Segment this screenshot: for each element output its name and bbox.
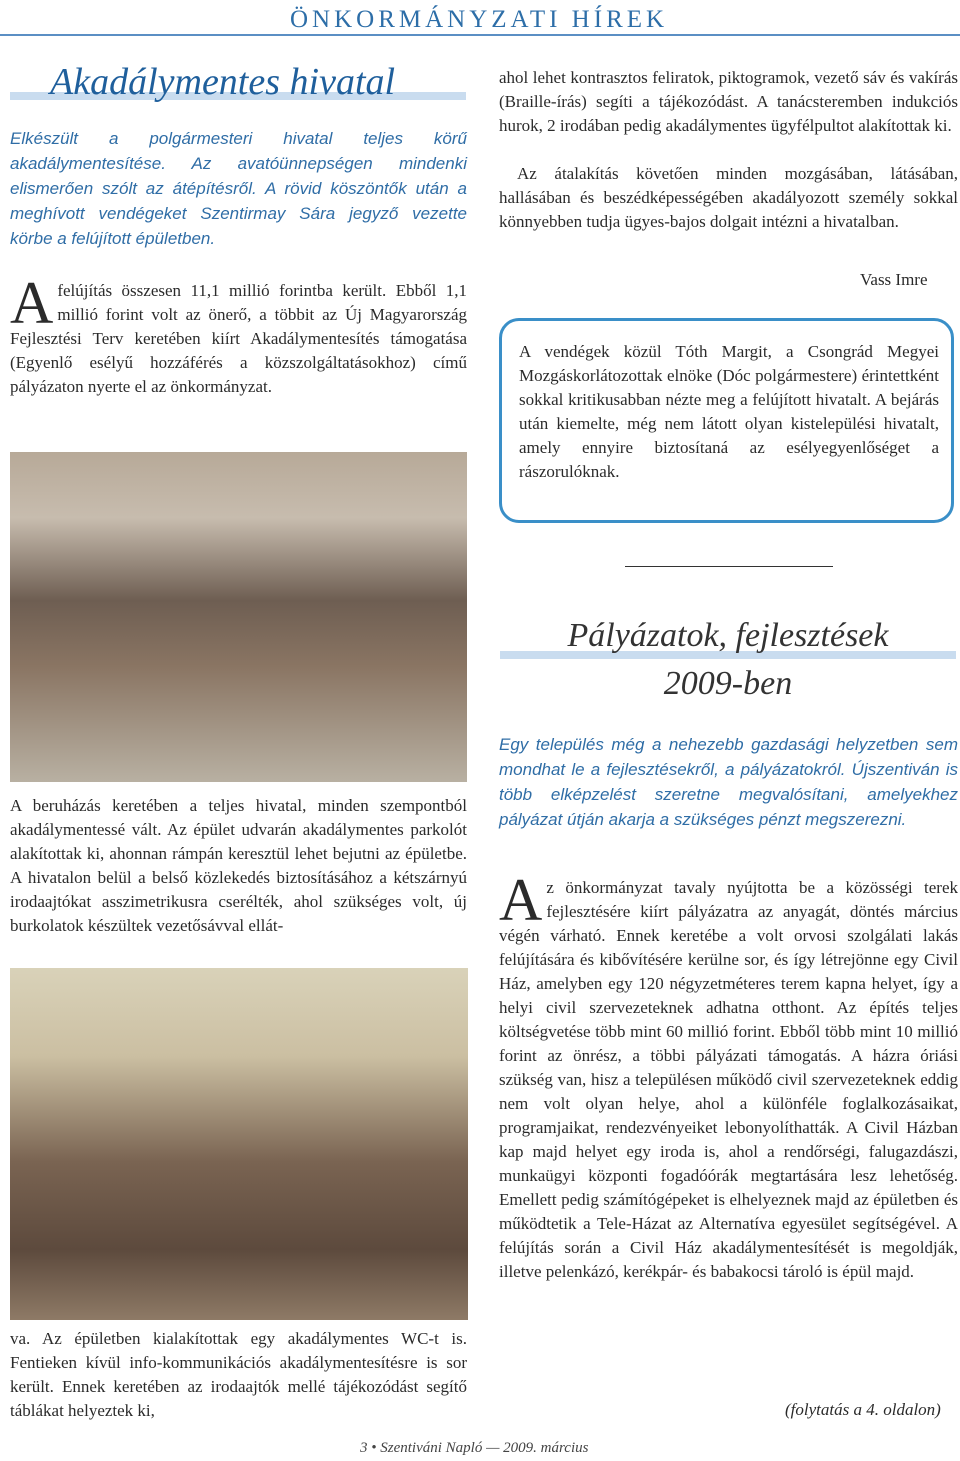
header-divider xyxy=(0,34,960,36)
section-header: ÖNKORMÁNYZATI HÍREK xyxy=(290,6,669,33)
event-photo-corridor xyxy=(10,968,468,1320)
section-separator xyxy=(625,566,833,567)
author-signature: Vass Imre xyxy=(860,270,928,289)
article-title xyxy=(500,612,956,708)
article-paragraph: va. Az épületben kialakítottak egy akadálymentes WC-t is. Fentieken kívül info-kommunikációs akadálymentesítésre is sor került. Ennek keretében az irodaajtók mellé tájékozódást segítő táblákat helyeztek ki, xyxy=(10,1329,467,1420)
highlight-box-text: A vendégek közül Tóth Margit, a Csongrád Megyei Mozgáskorlátozottak elnöke (Dóc polgármestere) érintettként sokkal kritikusabban nézte meg a felújított hivatalt. A bejárás után kiemelte, még nem látott olyan kistelepülési hivatalt, amely ennyire biztosítaná az esélyegyenlőséget a rászorulóknak. xyxy=(519,342,939,481)
title-line: Pályázatok, fejlesztések xyxy=(567,617,889,654)
drop-cap: A xyxy=(499,867,543,933)
paragraph-text: felújítás összesen 11,1 millió forintba került. Ebből 1,1 millió forint volt az önerő, a többit az Új Magyarország Fejlesztési Terv keretében kiírt Akadálymentesítés támogatása (Egyenlő esélyű hozzáférés a közszolgáltatásokhoz) című pályázaton nyerte el az önkormányzat. xyxy=(10,281,467,396)
article-paragraph: ahol lehet kontrasztos feliratok, piktogramok, vezető sáv és vakírás (Braille-írás) segíti a tájékozódást. A tanácsteremben indukciós hurok, 2 irodában pedig akadálymentes ügyfélpultot alakítottak ki. xyxy=(499,68,958,135)
page-footer: 3 • Szentiváni Napló — 2009. március xyxy=(360,1440,589,1456)
event-photo-ramp xyxy=(10,452,467,782)
continued-note: (folytatás a 4. oldalon) xyxy=(785,1400,941,1419)
article-paragraph: A beruházás keretében a teljes hivatal, minden szempontból akadálymentessé vált. Az épület udvarán akadálymentes parkolót alakítottak ki, ahonnan rámpán keresztül lehet bejutni az épületbe. A hivatalon belül a belső közlekedés biztosításához a kétszárnyú irodaajtókat asszimetrikusra cserélték, ahol szükséges volt, új burkolatok készültek vezetősávval ellát- xyxy=(10,796,467,935)
drop-cap: A xyxy=(10,270,54,336)
title-line: 2009-ben xyxy=(663,665,793,702)
article-title: Akadálymentes hivatal xyxy=(50,61,396,103)
article-paragraph: Az átalakítás követően minden mozgásában, látásában, hallásában és beszédképességében akadályozott személy sokkal könnyebben tudja ügyes-bajos dolgait intézni a hivatalban. xyxy=(499,164,958,231)
article-paragraph xyxy=(499,867,958,1284)
article-lead: Egy település még a nehezebb gazdasági helyzetben sem mondhat le a fejlesztésekről, a pályázatokról. Újszentiván is több elképzelést szeretne megvalósítani, amelyekhez pályázat útján akarja a szükséges pénzt megszerezni. xyxy=(499,735,958,829)
article-paragraph xyxy=(10,270,467,399)
article-lead: Elkészült a polgármesteri hivatal teljes körű akadálymentesítése. Az avatóünnepségen mindenki elismerően szólt az átépítésről. A rövid köszöntők után a meghívott vendégeket Szentirmay Sára jegyző vezette körbe a felújított épületben. xyxy=(10,129,467,248)
paragraph-text: z önkormányzat tavaly nyújtotta be a közösségi terek fejlesztésére kiírt pályázatra az anyagát, döntés március végén várható. Ennek keretébe a volt orvosi szolgálati lakás felújítására és kibővítésére kerülne sor, és így létrejönne egy Civil Ház, amelyben egy 120 négyzetméteres terem kapna helyet, így a helyi civil szervezeteknek adhatna otthont. Az építés teljes költségvetése több mint 60 millió forint. Ebből több mint 10 millió forint az önrész, a többi pályázati támogatás. A házra óriási szükség van, hisz a településen működő civil szervezeteknek eddig nem volt olyan helye, ahol a különféle foglalkozásaikat, programjaikat, rendezvényeiket lebonyolíthatták. A Civil Házban kap majd helyet egy iroda is, ahol a rendőrségi, falugazdászi, munkaügyi központi fogadóórák megtartására lesz lehetőség. Emellett pedig számítógépeket is elhelyeznek majd az épületben és működtetik a Tele-Házat az Alternatíva egyesület segítségével. A felújítás során a Civil Ház akadálymentesítését is megoldják, illetve pelenkázó, kerékpár- és babakocsi tároló is épül majd. xyxy=(499,878,958,1281)
